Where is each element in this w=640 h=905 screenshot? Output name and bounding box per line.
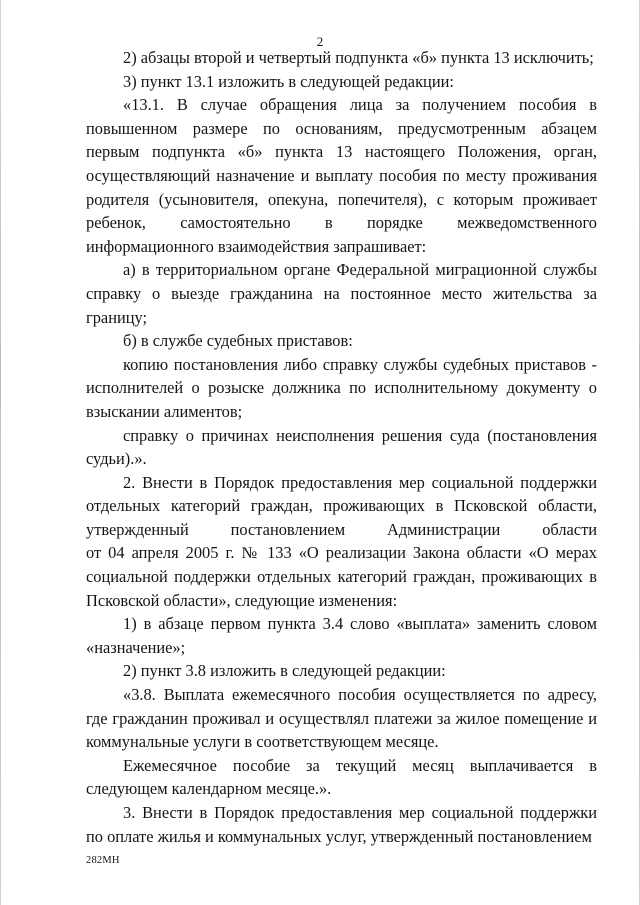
paragraph-section-3-intro: 3. Внести в Порядок предоставления мер социальной поддержки по оплате жилья и коммунальных услуг, утвержденный постановлением — [86, 803, 597, 846]
paragraph-bailiff-copy: копию постановления либо справку службы судебных приставов - исполнителей о розыске должника по исполнительному документу о взыскании алиментов; — [86, 354, 597, 421]
paragraph-section-2-item-1: 1) в абзаце первом пункта 3.4 слово «выплата» заменить словом «назначение»; — [86, 614, 597, 657]
paragraph-amend-item-2: 2) абзацы второй и четвертый подпункта «б» пункта 13 исключить; — [123, 48, 594, 67]
paragraph-clause-3-8: «3.8. Выплата ежемесячного пособия осуществляется по адресу, где гражданин проживал и осуществлял платежи за жилое помещение и коммунальные услуги в соответствующем месяце. — [86, 685, 597, 752]
paragraph-section-2-item-2: 2) пункт 3.8 изложить в следующей редакции: — [123, 661, 446, 681]
paragraph-clause-13-1-a: а) в территориальном органе Федеральной миграционной службы справку о выезде гражданина на постоянное место жительства за границу; — [86, 260, 597, 327]
paragraph-clause-13-1: «13.1. В случае обращения лица за получением пособия в повышенном размере по основаниям, предусмотренным абзацем первым подпункта «б» пункта 13 настоящего Положения, орган, осуществляющий назначение и выплату пособия по месту проживания родителя (усыновителя, опекуна, попечителя), с которым проживает ребенок, самостоятельно в порядке межведомственного информационного взаимодействия запрашивает: — [86, 95, 597, 256]
paragraph-section-2-intro: 2. Внести в Порядок предоставления мер социальной поддержки отдельных категорий граждан, проживающих в Псковской области, утвержденный постановлением Администрации области — [86, 472, 597, 539]
scan-edge-left — [0, 0, 1, 905]
paragraph-clause-3-8-monthly: Ежемесячное пособие за текущий месяц выплачивается в следующем календарном месяце.». — [86, 755, 597, 799]
paragraph-bailiff-certificate: справку о причинах неисполнения решения суда (постановления судьи).». — [86, 425, 597, 469]
page-number: 2 — [316, 34, 324, 49]
paragraph-section-2-continued: от 04 апреля 2005 г. № 133 «О реализации Закона области «О мерах социальной поддержки отдельных категорий граждан, проживающих в Псковской области», следующие изменения: — [86, 543, 597, 610]
document-body — [86, 46, 597, 848]
paragraph-clause-13-1-b: б) в службе судебных приставов: — [123, 331, 353, 351]
document-footer-code: 282МН — [86, 855, 120, 866]
paragraph-amend-item-3: 3) пункт 13.1 изложить в следующей редакции: — [123, 71, 454, 91]
